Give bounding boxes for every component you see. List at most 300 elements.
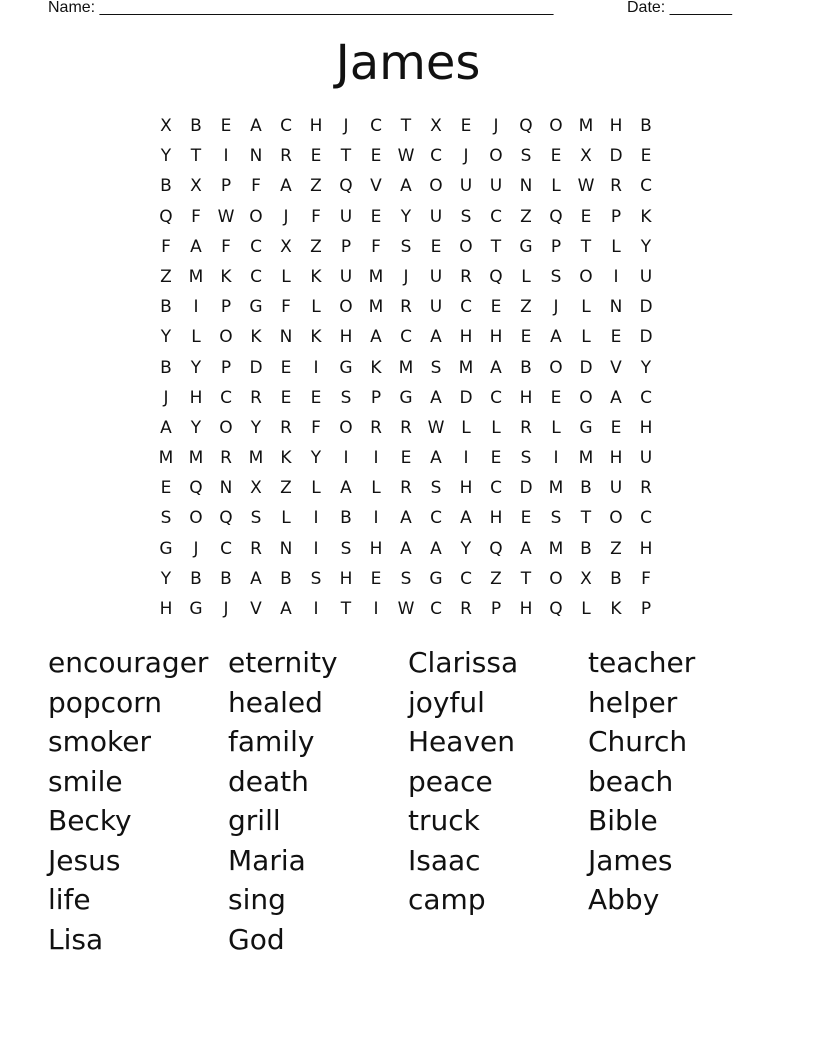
grid-letter[interactable]: Z <box>160 266 172 287</box>
grid-letter[interactable]: B <box>160 357 172 378</box>
grid-letter[interactable]: M <box>248 448 264 469</box>
grid-letter[interactable]: I <box>313 357 319 378</box>
grid-letter[interactable]: L <box>311 297 321 318</box>
grid-letter[interactable]: H <box>519 599 533 619</box>
grid-letter[interactable]: P <box>370 387 382 408</box>
grid-letter[interactable]: R <box>640 478 652 499</box>
grid-letter[interactable]: L <box>371 478 381 499</box>
grid-letter[interactable]: X <box>190 176 202 197</box>
grid-letter[interactable]: I <box>223 146 229 167</box>
grid-letter[interactable]: J <box>403 266 409 287</box>
grid-letter[interactable]: Z <box>520 206 532 227</box>
grid-letter[interactable]: M <box>548 478 564 499</box>
grid-letter[interactable]: Y <box>460 538 472 559</box>
grid-letter[interactable]: Y <box>160 327 172 348</box>
grid-letter[interactable]: B <box>280 568 292 589</box>
grid-letter[interactable]: O <box>459 236 473 257</box>
grid-letter[interactable]: L <box>551 176 561 197</box>
grid-letter[interactable]: Q <box>519 116 533 136</box>
grid-letter[interactable]: C <box>490 206 502 227</box>
grid-letter[interactable]: S <box>460 206 472 227</box>
grid-letter[interactable]: S <box>400 568 412 589</box>
grid-letter[interactable]: X <box>160 116 172 136</box>
grid-letter[interactable]: Z <box>490 568 502 589</box>
grid-letter[interactable]: Q <box>549 206 563 227</box>
grid-letter[interactable]: F <box>371 236 381 257</box>
grid-letter[interactable]: M <box>368 266 384 287</box>
grid-letter[interactable]: F <box>641 568 651 589</box>
grid-letter[interactable]: B <box>610 568 622 589</box>
grid-letter[interactable]: C <box>220 387 232 408</box>
grid-letter[interactable]: I <box>373 599 379 619</box>
grid-letter[interactable]: T <box>400 116 412 136</box>
grid-letter[interactable]: A <box>370 327 382 348</box>
grid-letter[interactable]: E <box>160 478 172 499</box>
grid-letter[interactable]: K <box>610 599 622 619</box>
grid-letter[interactable]: A <box>400 538 412 559</box>
grid-letter[interactable]: L <box>581 327 591 348</box>
grid-letter[interactable]: E <box>460 116 472 136</box>
grid-letter[interactable]: O <box>549 357 563 378</box>
grid-letter[interactable]: T <box>340 146 352 167</box>
grid-letter[interactable]: U <box>639 266 653 287</box>
grid-letter[interactable]: F <box>281 297 291 318</box>
date-field[interactable]: Date: _______ <box>627 0 732 16</box>
grid-letter[interactable]: H <box>459 327 473 348</box>
grid-letter[interactable]: P <box>610 206 622 227</box>
grid-letter[interactable]: Y <box>190 357 202 378</box>
grid-letter[interactable]: R <box>400 478 412 499</box>
word-bank-word: helper <box>588 685 678 719</box>
grid-letter[interactable]: H <box>489 327 503 348</box>
grid-letter[interactable]: L <box>461 417 471 438</box>
grid-letter[interactable]: C <box>220 538 232 559</box>
grid-letter[interactable]: F <box>221 236 231 257</box>
grid-letter[interactable]: R <box>250 387 262 408</box>
grid-row <box>151 322 661 352</box>
grid-letter[interactable]: A <box>430 327 442 348</box>
grid-letter[interactable]: E <box>550 146 562 167</box>
grid-letter[interactable]: G <box>339 357 353 378</box>
grid-letter[interactable]: H <box>369 538 383 559</box>
grid-letter[interactable]: E <box>400 448 412 469</box>
grid-letter[interactable]: M <box>368 297 384 318</box>
grid-letter[interactable]: S <box>520 146 532 167</box>
grid-letter[interactable]: S <box>340 538 352 559</box>
grid-letter[interactable]: H <box>189 387 203 408</box>
grid-letter[interactable]: E <box>520 327 532 348</box>
grid-letter[interactable]: E <box>640 146 652 167</box>
grid-letter[interactable]: P <box>340 236 352 257</box>
grid-letter[interactable]: X <box>250 478 262 499</box>
grid-letter[interactable]: C <box>250 236 262 257</box>
grid-letter[interactable]: K <box>250 327 262 348</box>
grid-letter[interactable]: Y <box>640 357 652 378</box>
grid-letter[interactable]: D <box>609 146 623 167</box>
grid-letter[interactable]: K <box>280 448 292 469</box>
grid-letter[interactable]: C <box>640 387 652 408</box>
grid-letter[interactable]: H <box>519 387 533 408</box>
grid-letter[interactable]: Q <box>489 538 503 559</box>
grid-letter[interactable]: T <box>580 508 592 529</box>
grid-letter[interactable]: E <box>580 206 592 227</box>
grid-letter[interactable]: Q <box>489 266 503 287</box>
grid-letter[interactable]: M <box>458 357 474 378</box>
grid-letter[interactable]: M <box>578 448 594 469</box>
grid-letter[interactable]: U <box>429 266 443 287</box>
grid-letter[interactable]: A <box>190 236 202 257</box>
grid-letter[interactable]: A <box>400 508 412 529</box>
grid-letter[interactable]: C <box>640 176 652 197</box>
word-bank-word: family <box>228 725 315 758</box>
grid-letter[interactable]: F <box>191 206 201 227</box>
grid-letter[interactable]: Z <box>610 538 622 559</box>
grid-letter[interactable]: C <box>430 508 442 529</box>
grid-letter[interactable]: B <box>580 478 592 499</box>
grid-letter[interactable]: Y <box>310 448 322 469</box>
grid-letter[interactable]: M <box>188 266 204 287</box>
grid-letter[interactable]: B <box>190 568 202 589</box>
grid-letter[interactable]: J <box>343 116 349 136</box>
grid-letter[interactable]: T <box>490 236 502 257</box>
grid-letter[interactable]: H <box>639 417 653 438</box>
grid-letter[interactable]: Z <box>310 176 322 197</box>
grid-letter[interactable]: L <box>611 236 621 257</box>
grid-letter[interactable]: E <box>370 206 382 227</box>
grid-letter[interactable]: P <box>220 357 232 378</box>
grid-letter[interactable]: H <box>639 538 653 559</box>
grid-letter[interactable]: L <box>581 297 591 318</box>
grid-letter[interactable]: R <box>400 417 412 438</box>
grid-letter[interactable]: S <box>550 266 562 287</box>
grid-letter[interactable]: H <box>609 116 623 136</box>
grid-letter[interactable]: C <box>280 116 292 136</box>
grid-letter[interactable]: L <box>281 266 291 287</box>
grid-letter[interactable]: U <box>459 176 473 197</box>
grid-letter[interactable]: F <box>311 206 321 227</box>
grid-letter[interactable]: O <box>579 387 593 408</box>
grid-letter[interactable]: O <box>339 417 353 438</box>
grid-letter[interactable]: I <box>193 297 199 318</box>
grid-letter[interactable]: V <box>610 357 622 378</box>
grid-letter[interactable]: G <box>429 568 443 589</box>
grid-letter[interactable]: A <box>460 508 472 529</box>
grid-letter[interactable]: E <box>490 448 502 469</box>
grid-letter[interactable]: M <box>578 116 594 136</box>
grid-letter[interactable]: P <box>220 297 232 318</box>
grid-letter[interactable]: O <box>219 327 233 348</box>
grid-letter[interactable]: D <box>579 357 593 378</box>
grid-letter[interactable]: I <box>313 599 319 619</box>
grid-letter[interactable]: D <box>639 327 653 348</box>
grid-letter[interactable]: H <box>339 568 353 589</box>
grid-letter[interactable]: I <box>373 508 379 529</box>
grid-letter[interactable]: H <box>609 448 623 469</box>
grid-letter[interactable]: K <box>370 357 382 378</box>
grid-letter[interactable]: B <box>520 357 532 378</box>
grid-letter[interactable]: H <box>159 599 173 619</box>
grid-letter[interactable]: S <box>160 508 172 529</box>
grid-letter[interactable]: S <box>400 236 412 257</box>
grid-letter[interactable]: Z <box>310 236 322 257</box>
grid-letter[interactable]: B <box>640 116 652 136</box>
grid-letter[interactable]: Z <box>280 478 292 499</box>
grid-letter[interactable]: J <box>283 206 289 227</box>
grid-letter[interactable]: Q <box>219 508 233 529</box>
grid-letter[interactable]: J <box>223 599 229 619</box>
grid-letter[interactable]: L <box>491 417 501 438</box>
grid-letter[interactable]: C <box>490 387 502 408</box>
grid-letter[interactable]: U <box>429 206 443 227</box>
grid-letter[interactable]: O <box>489 146 503 167</box>
grid-letter[interactable]: J <box>493 116 499 136</box>
grid-letter[interactable]: P <box>490 599 502 619</box>
word-bank-word: teacher <box>588 646 696 679</box>
grid-letter[interactable]: Y <box>160 568 172 589</box>
grid-letter[interactable]: I <box>553 448 559 469</box>
grid-letter[interactable]: N <box>279 538 293 559</box>
grid-letter[interactable]: G <box>579 417 593 438</box>
grid-letter[interactable]: A <box>520 538 532 559</box>
grid-letter[interactable]: H <box>489 508 503 529</box>
grid-letter[interactable]: O <box>339 297 353 318</box>
grid-letter[interactable]: A <box>430 538 442 559</box>
grid-letter[interactable]: L <box>551 417 561 438</box>
grid-letter[interactable]: B <box>160 176 172 197</box>
grid-letter[interactable]: S <box>430 478 442 499</box>
grid-letter[interactable]: H <box>459 478 473 499</box>
grid-letter[interactable]: A <box>340 478 352 499</box>
grid-letter[interactable]: V <box>250 599 262 619</box>
grid-letter[interactable]: U <box>339 206 353 227</box>
grid-letter[interactable]: L <box>521 266 531 287</box>
grid-letter[interactable]: M <box>398 357 414 378</box>
grid-letter[interactable]: I <box>613 266 619 287</box>
grid-letter[interactable]: O <box>219 417 233 438</box>
word-bank-word: eternity <box>228 646 338 679</box>
word-search-grid <box>151 111 661 624</box>
grid-letter[interactable]: L <box>281 508 291 529</box>
grid-letter[interactable]: C <box>460 568 472 589</box>
grid-letter[interactable]: Q <box>339 176 353 197</box>
grid-letter[interactable]: G <box>189 599 203 619</box>
grid-letter[interactable]: S <box>520 448 532 469</box>
grid-letter[interactable]: S <box>340 387 352 408</box>
grid-letter[interactable]: E <box>370 568 382 589</box>
grid-letter[interactable]: N <box>609 297 623 318</box>
grid-letter[interactable]: I <box>313 508 319 529</box>
grid-letter[interactable]: A <box>160 417 172 438</box>
grid-letter[interactable]: Z <box>520 297 532 318</box>
grid-letter[interactable]: E <box>310 146 322 167</box>
grid-letter[interactable]: O <box>549 568 563 589</box>
grid-letter[interactable]: T <box>520 568 532 589</box>
grid-letter[interactable]: W <box>397 599 415 619</box>
grid-letter[interactable]: F <box>251 176 261 197</box>
grid-letter[interactable]: A <box>280 176 292 197</box>
grid-letter[interactable]: D <box>519 478 533 499</box>
grid-letter[interactable]: E <box>220 116 232 136</box>
grid-letter[interactable]: I <box>343 448 349 469</box>
grid-letter[interactable]: E <box>280 387 292 408</box>
word-bank-word: Heaven <box>408 725 515 758</box>
grid-letter[interactable]: N <box>279 327 293 348</box>
grid-letter[interactable]: L <box>581 599 591 619</box>
grid-letter[interactable]: R <box>610 176 622 197</box>
grid-letter[interactable]: P <box>640 599 652 619</box>
grid-letter[interactable]: Y <box>640 236 652 257</box>
grid-letter[interactable]: M <box>158 448 174 469</box>
grid-letter[interactable]: S <box>250 508 262 529</box>
grid-letter[interactable]: Y <box>400 206 412 227</box>
grid-letter[interactable]: C <box>430 599 442 619</box>
grid-letter[interactable]: A <box>550 327 562 348</box>
grid-letter[interactable]: T <box>190 146 202 167</box>
grid-letter[interactable]: O <box>429 176 443 197</box>
grid-letter[interactable]: T <box>340 599 352 619</box>
grid-letter[interactable]: E <box>280 357 292 378</box>
grid-letter[interactable]: C <box>400 327 412 348</box>
grid-letter[interactable]: K <box>310 327 322 348</box>
name-field[interactable]: Name: ___________________________________________________ <box>48 0 554 16</box>
grid-letter[interactable]: R <box>400 297 412 318</box>
grid-letter[interactable]: O <box>579 266 593 287</box>
grid-letter[interactable]: J <box>193 538 199 559</box>
grid-letter[interactable]: R <box>460 266 472 287</box>
grid-letter[interactable]: W <box>577 176 595 197</box>
grid-letter[interactable]: H <box>339 327 353 348</box>
grid-letter[interactable]: O <box>609 508 623 529</box>
grid-letter[interactable]: Q <box>159 206 173 227</box>
grid-letter[interactable]: R <box>280 146 292 167</box>
grid-letter[interactable]: E <box>520 508 532 529</box>
grid-letter[interactable]: E <box>610 417 622 438</box>
grid-letter[interactable]: U <box>339 266 353 287</box>
grid-letter[interactable]: A <box>490 357 502 378</box>
grid-letter[interactable]: C <box>370 116 382 136</box>
grid-letter[interactable]: W <box>217 206 235 227</box>
grid-letter[interactable]: G <box>159 538 173 559</box>
grid-letter[interactable]: A <box>430 387 442 408</box>
grid-letter[interactable]: C <box>490 478 502 499</box>
grid-letter[interactable]: B <box>160 297 172 318</box>
grid-letter[interactable]: Y <box>190 417 202 438</box>
grid-letter[interactable]: U <box>429 297 443 318</box>
grid-letter[interactable]: G <box>249 297 263 318</box>
grid-letter[interactable]: L <box>311 478 321 499</box>
grid-letter[interactable]: P <box>550 236 562 257</box>
grid-letter[interactable]: T <box>580 236 592 257</box>
grid-letter[interactable]: B <box>580 538 592 559</box>
grid-letter[interactable]: U <box>639 448 653 469</box>
grid-letter[interactable]: M <box>188 448 204 469</box>
grid-letter[interactable]: F <box>311 417 321 438</box>
grid-letter[interactable]: M <box>548 538 564 559</box>
grid-letter[interactable]: D <box>639 297 653 318</box>
grid-letter[interactable]: R <box>460 599 472 619</box>
grid-letter[interactable]: Q <box>189 478 203 499</box>
grid-letter[interactable]: K <box>310 266 322 287</box>
grid-letter[interactable]: R <box>370 417 382 438</box>
grid-letter[interactable]: G <box>519 236 533 257</box>
grid-letter[interactable]: W <box>427 417 445 438</box>
grid-letter[interactable]: A <box>610 387 622 408</box>
grid-letter[interactable]: C <box>640 508 652 529</box>
grid-letter[interactable]: N <box>519 176 533 197</box>
grid-letter[interactable]: K <box>220 266 232 287</box>
grid-letter[interactable]: O <box>249 206 263 227</box>
grid-letter[interactable]: A <box>400 176 412 197</box>
grid-letter[interactable]: J <box>163 387 169 408</box>
grid-letter[interactable]: G <box>399 387 413 408</box>
grid-letter[interactable]: L <box>191 327 201 348</box>
grid-letter[interactable]: X <box>430 116 442 136</box>
grid-letter[interactable]: V <box>370 176 382 197</box>
grid-letter[interactable]: B <box>340 508 352 529</box>
grid-letter[interactable]: W <box>397 146 415 167</box>
grid-letter[interactable]: U <box>489 176 503 197</box>
grid-letter[interactable]: I <box>373 448 379 469</box>
grid-letter[interactable]: I <box>463 448 469 469</box>
grid-letter[interactable]: C <box>250 266 262 287</box>
grid-letter[interactable]: H <box>309 116 323 136</box>
grid-letter[interactable]: R <box>250 538 262 559</box>
grid-letter[interactable]: P <box>220 176 232 197</box>
word-bank-word: God <box>228 922 285 956</box>
grid-letter[interactable]: I <box>313 538 319 559</box>
grid-letter[interactable]: K <box>640 206 652 227</box>
grid-letter[interactable]: E <box>610 327 622 348</box>
grid-letter[interactable]: E <box>370 146 382 167</box>
grid-letter[interactable]: R <box>280 417 292 438</box>
grid-letter[interactable]: C <box>460 297 472 318</box>
grid-letter[interactable]: J <box>463 146 469 167</box>
grid-letter[interactable]: J <box>553 297 559 318</box>
grid-letter[interactable]: E <box>430 236 442 257</box>
grid-letter[interactable]: F <box>161 236 171 257</box>
grid-letter[interactable]: A <box>250 116 262 136</box>
grid-letter[interactable]: Y <box>250 417 262 438</box>
grid-letter[interactable]: N <box>249 146 263 167</box>
grid-letter[interactable]: D <box>459 387 473 408</box>
grid-letter[interactable]: B <box>190 116 202 136</box>
grid-letter[interactable]: U <box>609 478 623 499</box>
grid-letter[interactable]: N <box>219 478 233 499</box>
grid-letter[interactable]: S <box>310 568 322 589</box>
grid-letter[interactable]: B <box>220 568 232 589</box>
grid-letter[interactable]: O <box>549 116 563 136</box>
grid-letter[interactable]: A <box>430 448 442 469</box>
grid-letter[interactable]: X <box>580 146 592 167</box>
grid-letter[interactable]: A <box>280 599 292 619</box>
grid-letter[interactable]: R <box>520 417 532 438</box>
grid-letter[interactable]: X <box>280 236 292 257</box>
grid-letter[interactable]: D <box>249 357 263 378</box>
grid-letter[interactable]: S <box>550 508 562 529</box>
grid-letter[interactable]: X <box>580 568 592 589</box>
grid-letter[interactable]: Y <box>160 146 172 167</box>
grid-letter[interactable]: E <box>310 387 322 408</box>
grid-letter[interactable]: S <box>430 357 442 378</box>
grid-letter[interactable]: Q <box>549 599 563 619</box>
grid-letter[interactable]: R <box>220 448 232 469</box>
grid-letter[interactable]: C <box>430 146 442 167</box>
grid-letter[interactable]: O <box>189 508 203 529</box>
grid-letter[interactable]: E <box>490 297 502 318</box>
grid-letter[interactable]: E <box>550 387 562 408</box>
word-bank-word: death <box>228 764 309 798</box>
grid-letter[interactable]: A <box>250 568 262 589</box>
